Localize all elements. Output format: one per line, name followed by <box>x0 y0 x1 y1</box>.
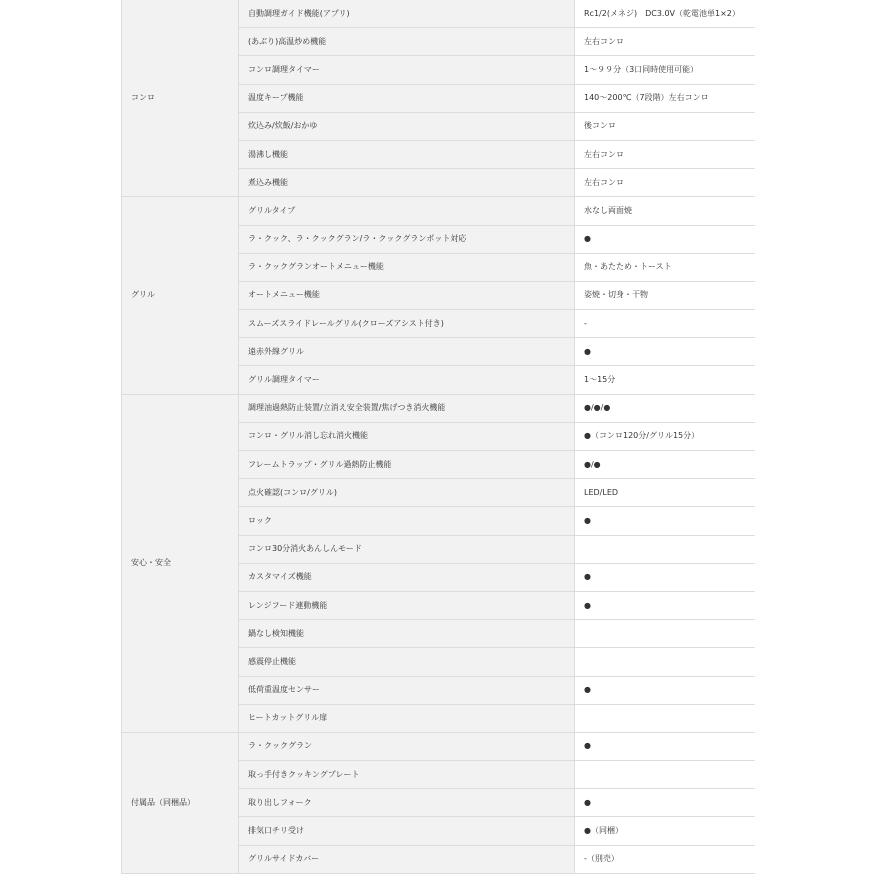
feature-cell: 遠赤外線グリル <box>239 338 575 366</box>
spec-row <box>122 394 756 422</box>
feature-cell: ヒートカットグリル扉 <box>239 704 575 732</box>
feature-cell: 湯沸し機能 <box>239 140 575 168</box>
value-cell: -（別売） <box>575 845 756 873</box>
value-cell: ● <box>575 507 756 535</box>
feature-cell: 感震停止機能 <box>239 648 575 676</box>
value-cell: 水なし両面焼 <box>575 197 756 225</box>
spec-row <box>122 732 756 760</box>
category-cell: 付属品（同梱品） <box>122 732 239 873</box>
feature-cell: グリル調理タイマー <box>239 366 575 394</box>
feature-cell: ロック <box>239 507 575 535</box>
spec-row <box>122 197 756 225</box>
value-cell: 1～９９分（3口同時使用可能） <box>575 56 756 84</box>
value-cell: ● <box>575 591 756 619</box>
feature-cell: レンジフード連動機能 <box>239 591 575 619</box>
value-cell: - <box>575 310 756 338</box>
value-cell <box>575 704 756 732</box>
value-cell: 1～15分 <box>575 366 756 394</box>
value-cell: 左右コンロ <box>575 28 756 56</box>
feature-cell: スムーズスライドレールグリル(クローズアシスト付き) <box>239 310 575 338</box>
value-cell: ● <box>575 338 756 366</box>
value-cell <box>575 761 756 789</box>
category-cell: コンロ <box>122 0 239 197</box>
category-cell: 安心・安全 <box>122 394 239 732</box>
value-cell: 左右コンロ <box>575 169 756 197</box>
feature-cell: 取り出しフォーク <box>239 789 575 817</box>
feature-cell: グリルサイドカバー <box>239 845 575 873</box>
feature-cell: 点火確認(コンロ/グリル) <box>239 479 575 507</box>
feature-cell: コンロ調理タイマー <box>239 56 575 84</box>
feature-cell: 調理油過熱防止装置/立消え安全装置/焦げつき消火機能 <box>239 394 575 422</box>
spec-row <box>122 0 756 28</box>
category-cell: グリル <box>122 197 239 394</box>
value-cell: LED/LED <box>575 479 756 507</box>
value-cell: ● <box>575 789 756 817</box>
value-cell: ●（コンロ120分/グリル15分） <box>575 422 756 450</box>
feature-cell: ラ・クックグランオートメニュー機能 <box>239 253 575 281</box>
value-cell: 後コンロ <box>575 112 756 140</box>
feature-cell: コンロ30分消火あんしんモード <box>239 535 575 563</box>
value-cell: ● <box>575 225 756 253</box>
value-cell: ●（同梱） <box>575 817 756 845</box>
value-cell <box>575 648 756 676</box>
feature-cell: コンロ・グリル消し忘れ消火機能 <box>239 422 575 450</box>
feature-cell: 炊込み/炊飯/おかゆ <box>239 112 575 140</box>
feature-cell: 低荷重温度センサー <box>239 676 575 704</box>
value-cell: 姿焼・切身・干物 <box>575 281 756 309</box>
value-cell: 左右コンロ <box>575 140 756 168</box>
feature-cell: 排気口チリ受け <box>239 817 575 845</box>
value-cell: ●/●/● <box>575 394 756 422</box>
value-cell: ● <box>575 676 756 704</box>
feature-cell: ラ・クック、ラ・クックグラン/ラ・クックグランポット対応 <box>239 225 575 253</box>
feature-cell: オートメニュー機能 <box>239 281 575 309</box>
spec-table <box>121 0 755 874</box>
feature-cell: 煮込み機能 <box>239 169 575 197</box>
feature-cell: フレームトラップ・グリル過熱防止機能 <box>239 451 575 479</box>
value-cell <box>575 620 756 648</box>
value-cell: ● <box>575 732 756 760</box>
value-cell: 魚・あたため・トースト <box>575 253 756 281</box>
value-cell: Rc1/2(メネジ) DC3.0V（乾電池単1×2） <box>575 0 756 28</box>
feature-cell: ラ・クックグラン <box>239 732 575 760</box>
value-cell: ● <box>575 563 756 591</box>
feature-cell: 鍋なし検知機能 <box>239 620 575 648</box>
value-cell <box>575 535 756 563</box>
feature-cell: 取っ手付きクッキングプレート <box>239 761 575 789</box>
feature-cell: 自動調理ガイド機能(アプリ) <box>239 0 575 28</box>
value-cell: ●/● <box>575 451 756 479</box>
value-cell: 140～200℃（7段階）左右コンロ <box>575 84 756 112</box>
feature-cell: カスタマイズ機能 <box>239 563 575 591</box>
spec-table-body <box>122 0 756 873</box>
feature-cell: グリルタイプ <box>239 197 575 225</box>
feature-cell: (あぶり)高温炒め機能 <box>239 28 575 56</box>
feature-cell: 温度キープ機能 <box>239 84 575 112</box>
